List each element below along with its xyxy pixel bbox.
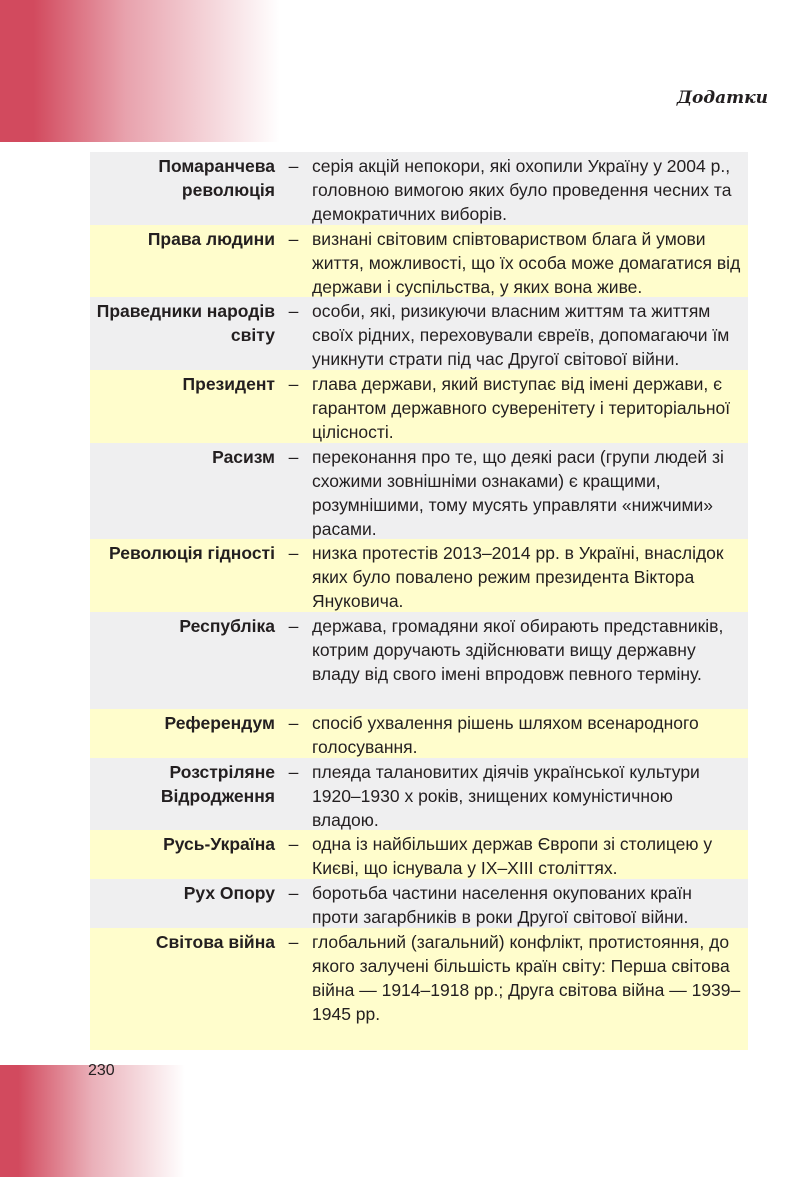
glossary-term: Русь-Україна [163,834,275,854]
glossary-row [90,830,748,879]
dash-separator: – [288,883,299,903]
dash-separator: – [288,374,299,394]
glossary-term: Праведники народів світу [96,301,275,345]
glossary-definition: держава, громадяни якої обирають представників, котрим доручають здійснювати вищу державну владу від свого імені впродовж певного терміну. [312,616,724,684]
glossary-definition: низка протестів 2013–2014 рр. в Україні, внаслідок яких було повалено режим президента Віктора Януковича. [312,543,724,611]
dash-separator: – [288,229,299,249]
glossary-row [90,612,748,709]
glossary-row [90,370,748,443]
glossary-row [90,928,748,1050]
dash-separator: – [288,762,299,782]
corner-decoration-bottom [0,1065,185,1177]
dash-separator: – [288,834,299,854]
corner-decoration-top [0,0,280,142]
glossary-definition: особи, які, ризикуючи власним життям та життям своїх рідних, переховували євреїв, допомагаючи їм уникнути страти під час Другої світової війни. [312,301,730,369]
glossary-term: Президент [182,374,275,394]
glossary-definition: серія акцій непокори, які охопили Україну у 2004 р., головною вимогою яких було проведення чесних та демократичних виборів. [312,156,732,224]
glossary-row [90,539,748,612]
dash-separator: – [288,301,299,321]
glossary-definition: глобальний (загальний) конфлікт, протистояння, до якого залучені більшість країн світу: Перша світова війна — 1914–1918 рр.; Друга світова війна — 1939–1945 рр. [312,932,741,1024]
glossary-row [90,152,748,225]
glossary-term: Расизм [212,447,275,467]
glossary-term: Світова війна [155,932,275,952]
glossary-definition: визнані світовим співтовариством блага й умови життя, можливості, що їх особа може домагатися від держави і суспільства, у яких вона живе. [312,229,741,297]
glossary-definition: одна із найбільших держав Європи зі столицею у Києві, що існувала у ІХ–ХІІІ століттях. [312,834,713,878]
dash-separator: – [288,156,299,176]
dash-separator: – [288,616,299,636]
glossary-row [90,443,748,539]
dash-separator: – [288,543,299,563]
glossary-definition: спосіб ухвалення рішень шляхом всенародного голосування. [312,713,699,757]
page-number: 230 [88,1062,115,1079]
glossary-term: Рух Опору [183,883,275,903]
glossary-term: Революція гідності [109,543,275,563]
glossary-term: Республіка [179,616,275,636]
glossary-definition: переконання про те, що деякі раси (групи людей зі схожими зовнішніми ознаками) є кращими, розумнішими, тому мусять управляти «нижчими» расами. [312,447,724,539]
glossary-term: Права людини [147,229,275,249]
glossary-row [90,225,748,297]
section-title: Додатки [676,88,768,108]
glossary-row [90,297,748,370]
glossary-term: Розстріляне Відродження [160,762,275,806]
glossary-row [90,758,748,830]
glossary-definition: боротьба частини населення окупованих країн проти загарбників в роки Другої світової війни. [312,883,692,927]
glossary-term: Референдум [164,713,275,733]
dash-separator: – [288,713,299,733]
glossary-row [90,709,748,758]
glossary-term: Помаранчева революція [158,156,275,200]
dash-separator: – [288,447,299,467]
glossary-definition: плеяда талановитих діячів української культури 1920–1930 х років, знищених комуністичною владою. [312,762,700,830]
glossary-row [90,879,748,928]
glossary-table [90,152,748,1050]
dash-separator: – [288,932,299,952]
glossary-definition: глава держави, який виступає від імені держави, є гарантом державного суверенітету і територіальної цілісності. [312,374,731,442]
